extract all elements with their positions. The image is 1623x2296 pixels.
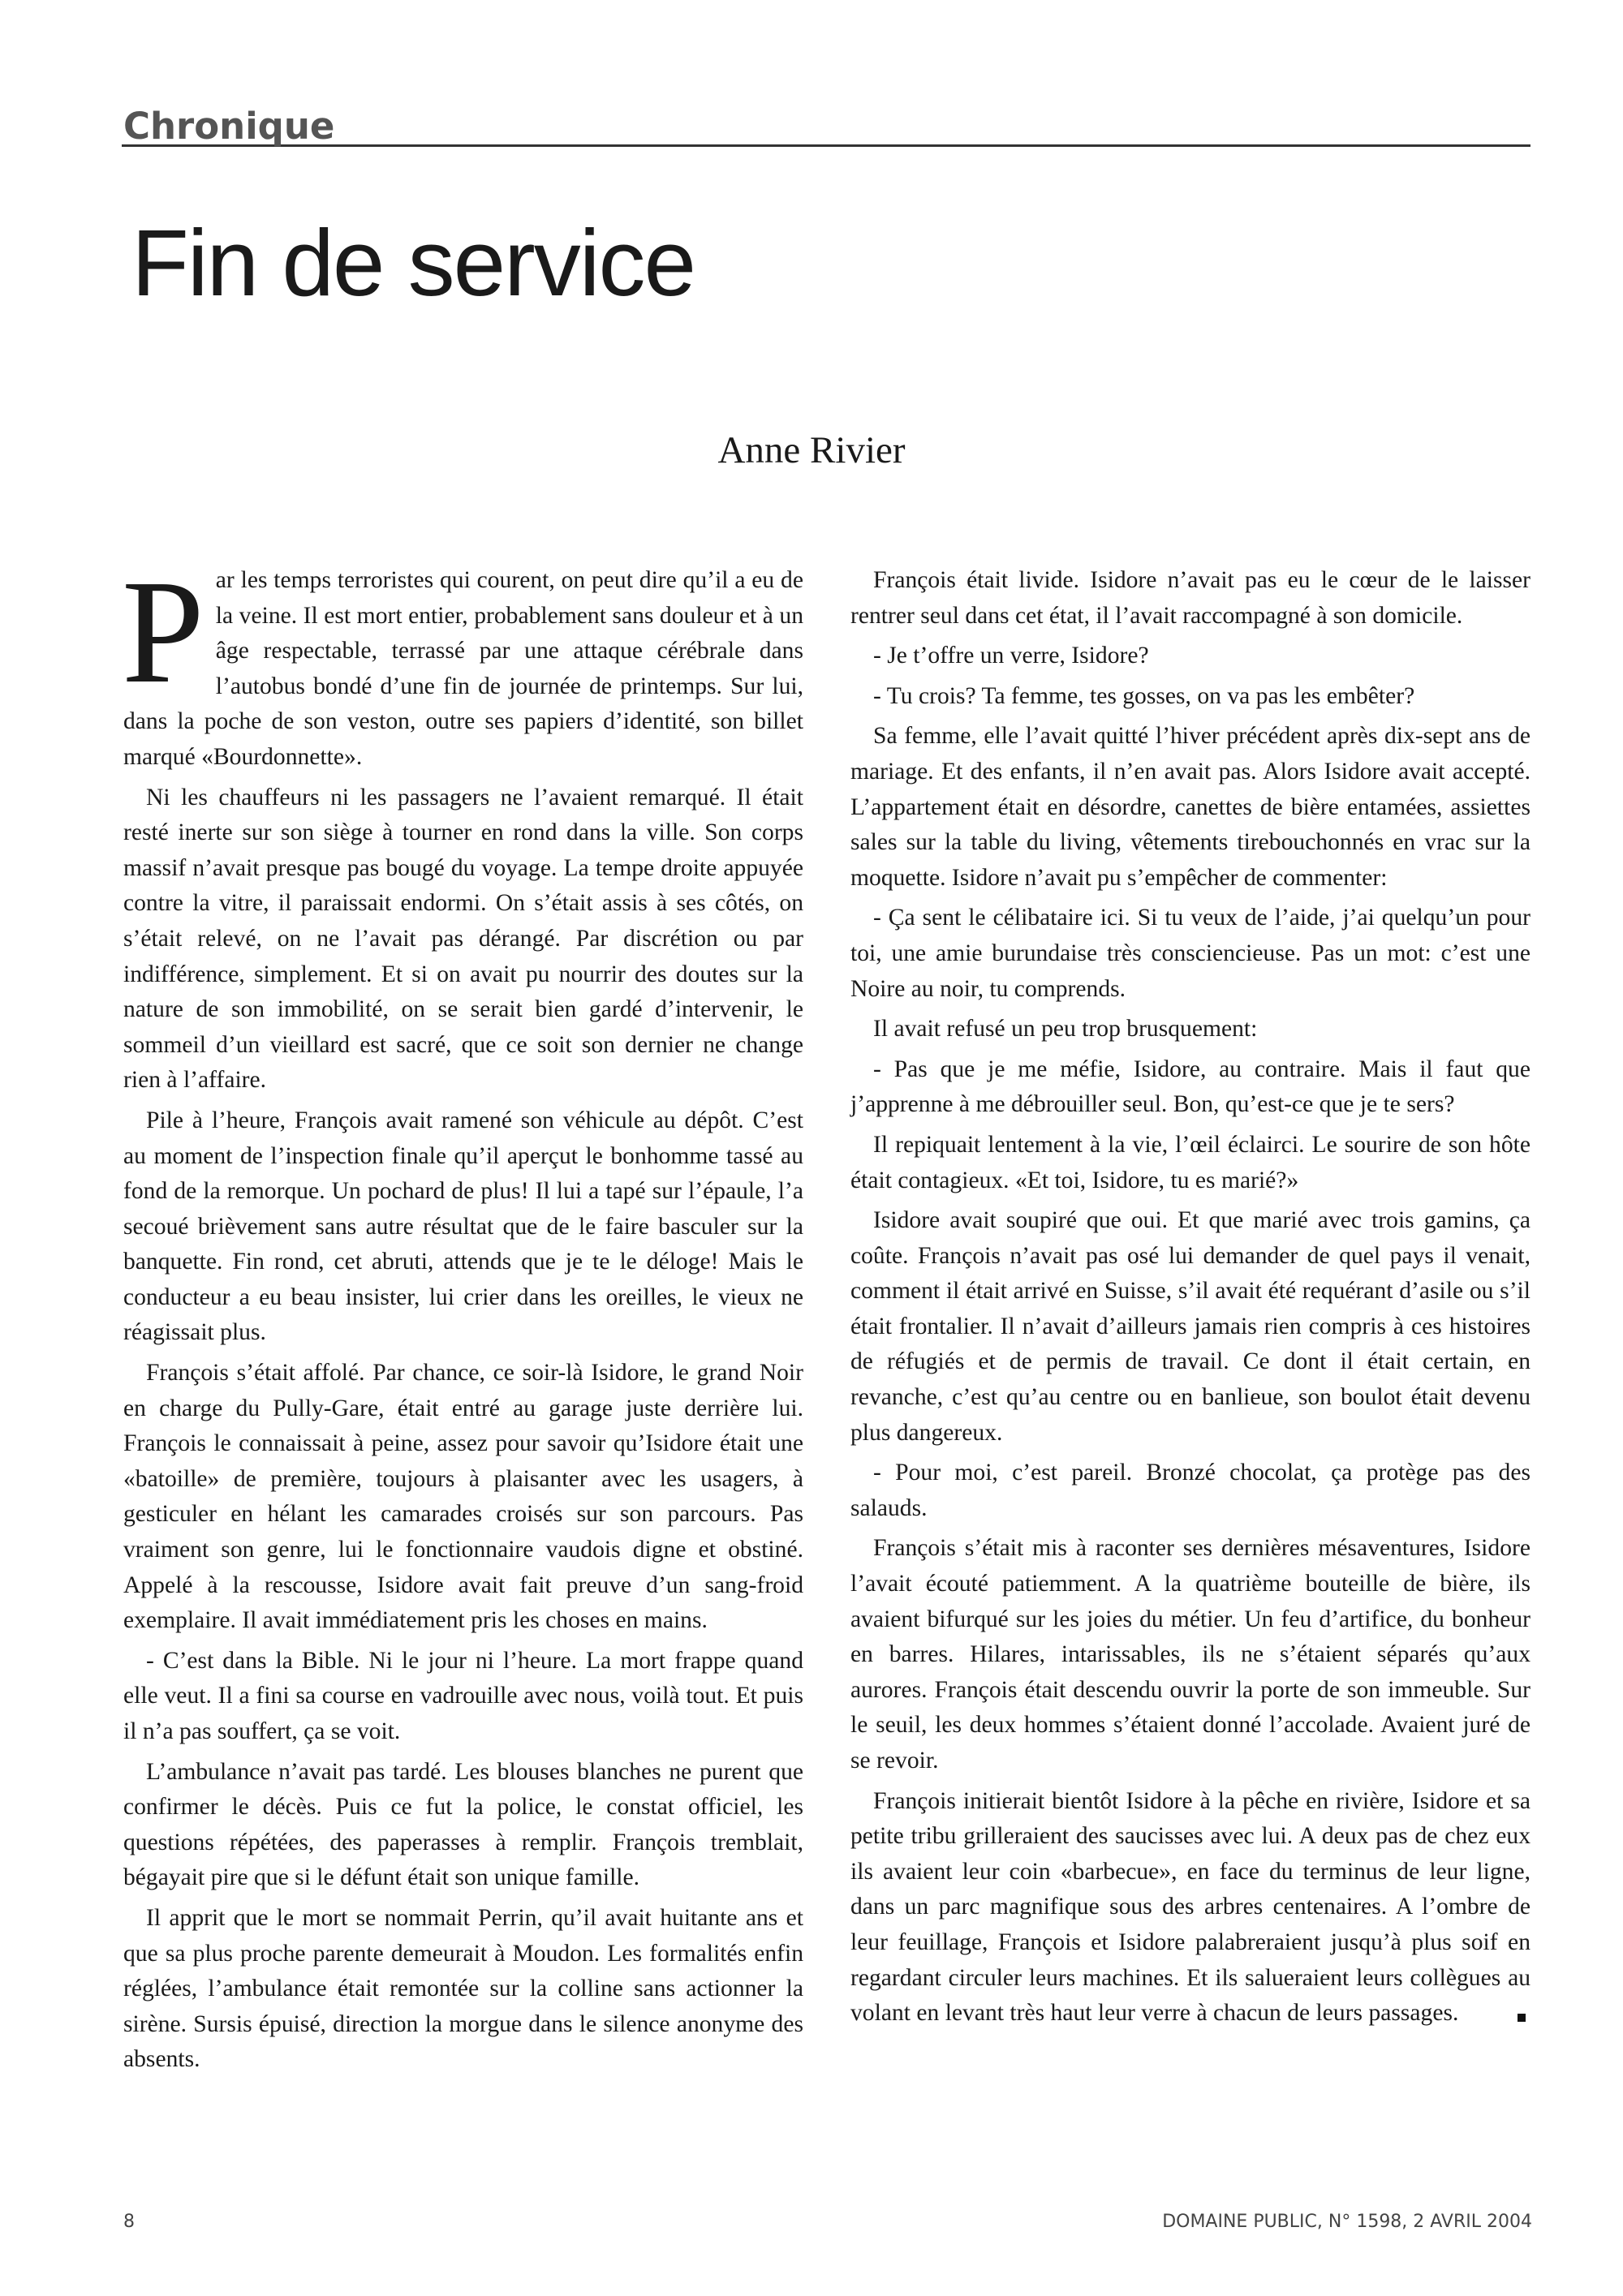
paragraph: - Ça sent le célibataire ici. Si tu veux de l’aide, j’ai quelqu’un pour toi, une amie burundaise très consciencieuse. Pas un mot: c’est une Noire au noir, tu comprends.: [850, 905, 1530, 1002]
paragraph: L’ambulance n’avait pas tardé. Les blouses blanches ne purent que confirmer le décès. Puis ce fut la police, le constat officiel, les questions répétées, des paperasses à remplir. François tremblait, bégayait pire que si le défunt était son unique famille.: [123, 1758, 803, 1891]
paragraph: François était livide. Isidore n’avait pas eu le cœur de le laisser rentrer seul dans cet état, il l’avait raccompagné à son domicile.: [850, 567, 1530, 629]
page-number: 8: [123, 2212, 135, 2232]
article-author: Anne Rivier: [717, 429, 906, 471]
paragraph: Sa femme, elle l’avait quitté l’hiver précédent après dix-sept ans de mariage. Et des enfants, il n’en avait pas. Alors Isidore avait accepté. L’appartement était en désordre, canettes de bière entamées, assiettes sales sur la table du living, vêtements tirebouchonnés en vrac sur la moquette. Isidore n’avait pu s’empêcher de commenter:: [850, 723, 1530, 891]
paragraph: François s’était mis à raconter ses dernières mésaventures, Isidore l’avait écouté patiemment. A la quatrième bouteille de bière, ils avaient bifurqué sur les joies du métier. Un feu d’artifice, du bonheur en barres. Hilares, intarissables, ils ne s’étaient séparés qu’aux aurores. François était descendu ouvrir la porte de son immeuble. Sur le seuil, les deux hommes s’étaient donné l’accolade. Avaient juré de se revoir.: [850, 1535, 1530, 1774]
paragraph: Il apprit que le mort se nommait Perrin, qu’il avait huitante ans et que sa plus proche parente demeurait à Moudon. Les formalités enfin réglées, l’ambulance était remontée sur la colline sans actionner la sirène. Sursis épuisé, direction la morgue dans le silence anonyme des absents.: [123, 1904, 803, 2073]
paragraph: Il repiquait lentement à la vie, l’œil éclairci. Le sourire de son hôte était contagieux. «Et toi, Isidore, tu es marié?»: [850, 1131, 1530, 1193]
paragraph: François s’était affolé. Par chance, ce soir-là Isidore, le grand Noir en charge du Pully-Gare, était entré au garage juste derrière lui. François le connaissait à peine, assez pour savoir qu’Isidore était une «batoille» de première, toujours à plaisanter avec les usagers, à gesticuler en hélant les camarades croisés sur son parcours. Pas vraiment son genre, lui le fonctionnaire vaudois digne et obstiné. Appelé à la rescousse, Isidore avait fait preuve d’un sang-froid exemplaire. Il avait immédiatement pris les choses en mains.: [123, 1360, 803, 1634]
article-title: Fin de service: [131, 210, 695, 316]
section-label: Chronique: [123, 105, 335, 148]
paragraph: - Pas que je me méfie, Isidore, au contraire. Mais il faut que j’apprenne à me débrouiller seul. Bon, qu’est-ce que je te sers?: [850, 1056, 1530, 1118]
publication-info: DOMAINE PUBLIC, N° 1598, 2 AVRIL 2004: [1162, 2212, 1532, 2232]
paragraph: - C’est dans la Bible. Ni le jour ni l’heure. La mort frappe quand elle veut. Il a fini sa course en vadrouille avec nous, voilà tout. Et puis il n’a pas souffert, ça se voit.: [123, 1647, 803, 1744]
paragraph: [122, 549, 803, 776]
paragraph: Isidore avait soupiré que oui. Et que marié avec trois gamins, ça coûte. François n’avait pas osé lui demander de quel pays il venait, comment il était arrivé en Suisse, s’il avait été requérant d’asile ou s’il était frontalier. Il n’avait d’ailleurs jamais rien compris à ces histoires de réfugiés et de permis de travail. Ce dont il était certain, en revanche, c’est qu’au centre ou en banlieue, son boulot était devenu plus dangereux.: [850, 1207, 1530, 1446]
drop-cap: P: [122, 549, 204, 714]
paragraph: - Pour moi, c’est pareil. Bronzé chocolat, ça protège pas des salauds.: [850, 1460, 1530, 1521]
section-header: [122, 104, 1530, 147]
paragraph: - Tu crois? Ta femme, tes gosses, on va pas les embêter?: [873, 682, 1415, 709]
paragraph: Pile à l’heure, François avait ramené son véhicule au dépôt. C’est au moment de l’inspection finale qu’il aperçut le bonhomme tassé au fond de la remorque. Un pochard de plus! Il lui a tapé sur l’épaule, l’a secoué brièvement sans autre résultat que de le faire basculer sur la banquette. Fin rond, cet abruti, attends que je te le déloge! Mais le conducteur a eu beau insister, lui crier dans les oreilles, le vieux ne réagissait plus.: [123, 1107, 803, 1346]
paragraph-text: ar les temps terroristes qui courent, on peut dire qu’il a eu de la veine. Il est mort entier, probablement sans douleur et à un âge respectable, terrassé par une attaque cérébrale dans l’autobus bondé d’une fin de journée de printemps. Sur lui, dans la poche de son veston, outre ses papiers d’identité, son billet marqué «Bourdonnette».: [123, 567, 803, 770]
paragraph: Ni les chauffeurs ni les passagers ne l’avaient remarqué. Il était resté inerte sur son siège à tourner en rond dans la ville. Son corps massif n’avait presque pas bougé du voyage. La tempe droite appuyée contre la vitre, il paraissait endormi. On s’était assis à ses côtés, on s’était relevé, on ne l’avait pas dérangé. Par discrétion ou par indifférence, simplement. Et si on avait pu nourrir des doutes sur la nature de son immobilité, on se serait bien gardé d’intervenir, le sommeil d’un vieillard est sacré, que ce soit son dernier ne change rien à l’affaire.: [123, 784, 803, 1094]
paragraph: - Je t’offre un verre, Isidore?: [873, 643, 1149, 669]
paragraph: [850, 1784, 1530, 2032]
left-column: [122, 549, 803, 2083]
right-column: [850, 563, 1530, 2036]
paragraph-text: François initierait bientôt Isidore à la pêche en rivière, Isidore et sa petite tribu grilleraient des saucisses avec lui. A deux pas de chez eux ils avaient leur coin «barbecue», en face du terminus de leur ligne, dans un parc magnifique sous des arbres centenaires. A l’ombre de leur feuillage, François et Isidore palabreraient jusqu’à plus soif en regardant circuler leurs machines. Et ils salueraient leurs collègues au volant en levant très haut leur verre à chacun de leurs passages.: [850, 1787, 1530, 2027]
paragraph: Il avait refusé un peu trop brusquement:: [873, 1016, 1258, 1043]
end-mark-icon: [1518, 2014, 1526, 2022]
